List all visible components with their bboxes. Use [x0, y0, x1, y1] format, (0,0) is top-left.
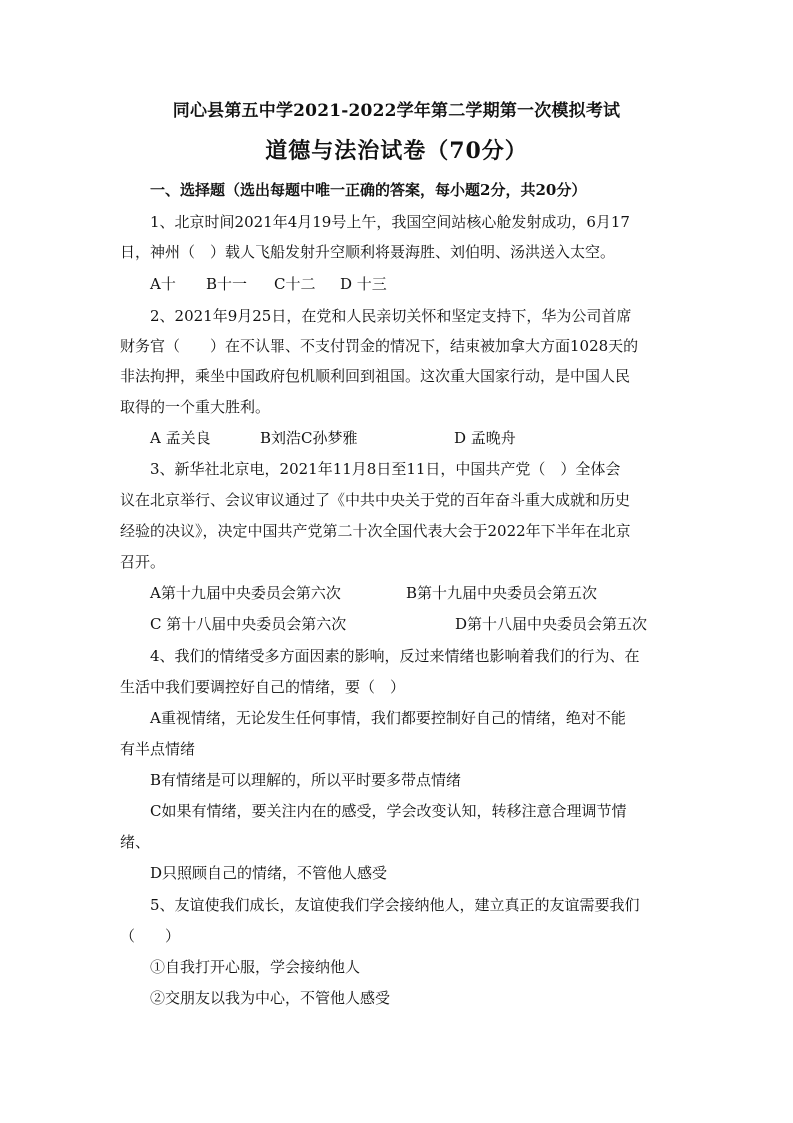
question-5-line-2: （ ） — [120, 927, 181, 945]
question-1-line-1: 1、北京时间2021年4月19号上午，我国空间站核心舱发射成功，6月17 — [150, 213, 630, 231]
q2-option-bc: B刘浩C孙梦雅 — [260, 429, 358, 447]
paper-title: 道德与法治试卷（70分） — [265, 138, 528, 164]
q1-option-d: D 十三 — [340, 275, 387, 293]
q3-option-b: B第十九届中央委员会第五次 — [406, 584, 598, 602]
question-1-options — [150, 274, 387, 294]
q5-item-2: ②交朋友以我为中心，不管他人感受 — [150, 989, 391, 1007]
q2-option-d: D 孟晚舟 — [454, 429, 516, 447]
question-4-line-1: 4、我们的情绪受多方面因素的影响，反过来情绪也影响着我们的行为、在 — [150, 647, 640, 665]
q4-option-c-line-2: 绪、 — [120, 833, 151, 851]
q1-option-c: C十二 — [274, 275, 316, 293]
question-2-line-4: 取得的一个重大胜利。 — [120, 398, 271, 416]
question-5-line-1: 5、友谊使我们成长，友谊使我们学会接纳他人，建立真正的友谊需要我们 — [150, 896, 640, 914]
q3-option-a: A第十九届中央委员会第六次 — [150, 584, 341, 602]
q1-option-a: A十 — [150, 275, 176, 293]
q4-option-a-line-2: 有半点情绪 — [120, 740, 196, 758]
q4-option-d: D只照顾自己的情绪，不管他人感受 — [150, 864, 388, 882]
question-2-options — [150, 428, 516, 448]
question-3-line-1: 3、新华社北京电，2021年11月8日至11日，中国共产党（ ）全体会 — [150, 460, 621, 478]
question-3-line-2: 议在北京举行、会议审议通过了《中共中央关于党的百年奋斗重大成就和历史 — [120, 491, 631, 509]
q5-item-1: ①自我打开心服，学会接纳他人 — [150, 958, 361, 976]
q1-option-b: B十一 — [206, 275, 248, 293]
question-4-line-2: 生活中我们要调控好自己的情绪，要（ ） — [120, 678, 406, 696]
q2-option-a: A 孟关良 — [150, 429, 211, 447]
question-3-line-4: 召开。 — [120, 553, 166, 571]
question-2-line-3: 非法拘押，乘坐中国政府包机顺利回到祖国。这次重大国家行动，是中国人民 — [120, 367, 631, 385]
section-heading: 一、选择题（选出每题中唯一正确的答案，每小题2分，共20分） — [150, 181, 587, 199]
q4-option-b: B有情绪是可以理解的，所以平时要多带点情绪 — [150, 771, 462, 789]
q3-option-c: C 第十八届中央委员会第六次 — [150, 615, 347, 633]
q4-option-c-line-1: C如果有情绪，要关注内在的感受，学会改变认知，转移注意合理调节情 — [150, 802, 627, 820]
question-2-line-1: 2、2021年9月25日，在党和人民亲切关怀和坚定支持下，华为公司首席 — [150, 307, 632, 325]
question-1-line-2: 日，神州（ ）载人飞船发射升空顺利将聂海胜、刘伯明、汤洪送入太空。 — [120, 243, 616, 261]
question-2-line-2: 财务官（ ）在不认罪、不支付罚金的情况下，结束被加拿大方面1028天的 — [120, 337, 639, 355]
q3-option-d: D第十八届中央委员会第五次 — [455, 615, 648, 633]
school-title: 同心县第五中学2021-2022学年第二学期第一次模拟考试 — [172, 101, 621, 121]
question-3-line-3: 经验的决议》，决定中国共产党第二十次全国代表大会于2022年下半年在北京 — [120, 522, 631, 540]
q4-option-a-line-1: A重视情绪，无论发生任何事情，我们都要控制好自己的情绪，绝对不能 — [150, 709, 626, 727]
